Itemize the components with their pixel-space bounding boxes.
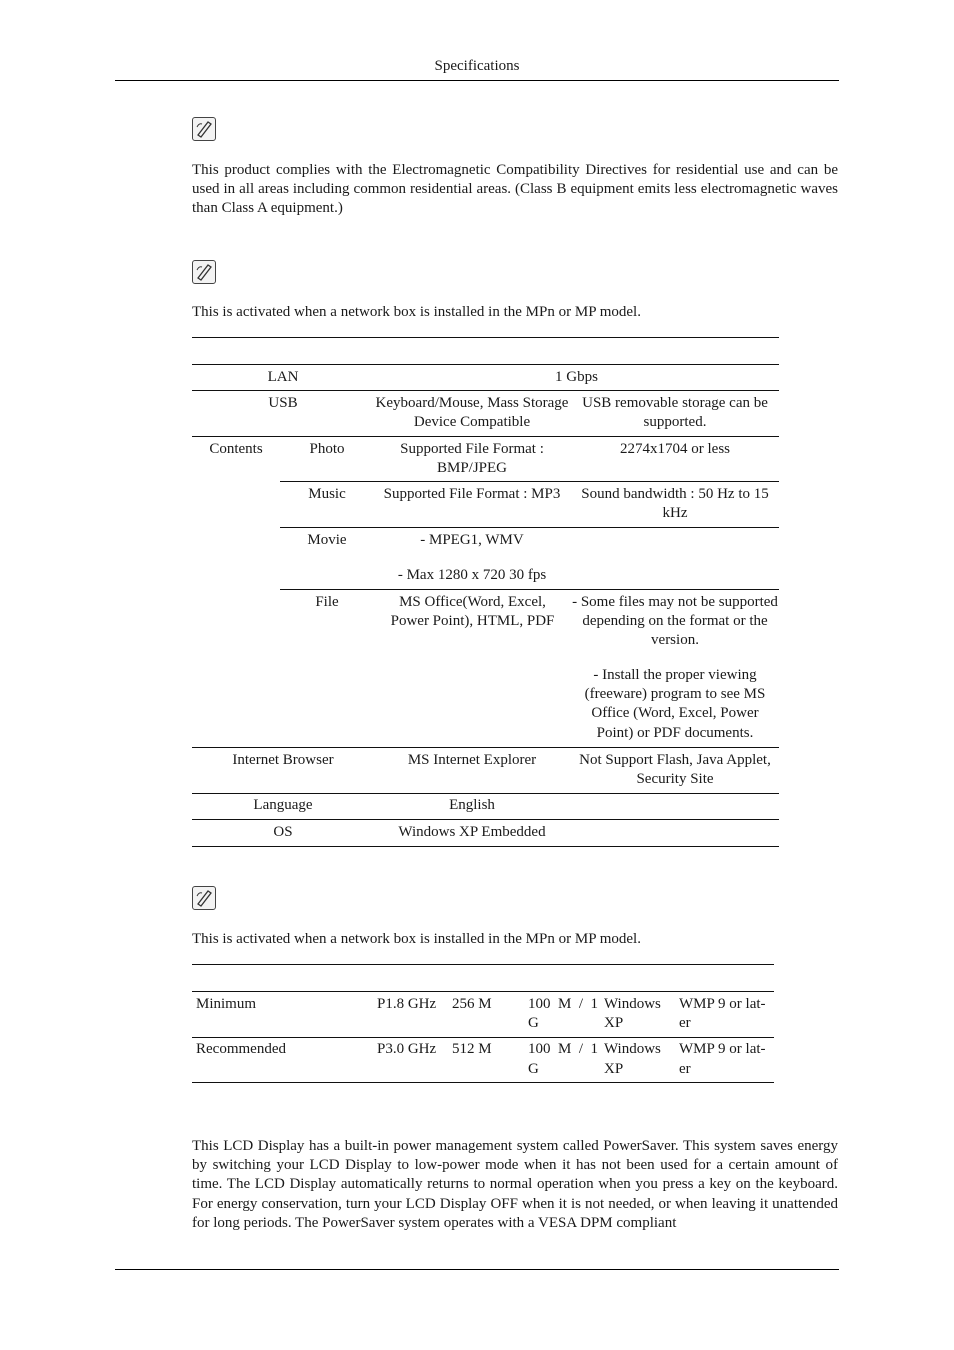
header-rule: [115, 80, 839, 81]
usb-note: USB removable storage can be supported.: [582, 395, 768, 431]
page-header-title: Specifications: [434, 58, 520, 74]
language-label: Language: [253, 797, 313, 813]
usb-value: Keyboard/Mouse, Mass Storage Device Compatible: [375, 395, 569, 431]
photo-label: Photo: [309, 441, 345, 457]
network-note-text: This is activated when a network box is installed in the MPn or MP model.: [192, 304, 641, 320]
language-value: English: [449, 797, 495, 813]
browser-value: MS Internet Explorer: [407, 752, 537, 768]
footer-rule: [115, 1269, 839, 1270]
file-note-viewer: - Install the proper viewing (freeware) program to see MS Office (Word, Excel, Power Point) or PDF documents.: [584, 667, 766, 741]
req-row-lan: 100 M / 1: [528, 1041, 598, 1057]
req-row-os-cont: XP: [604, 1061, 624, 1077]
browser-note: Not Support Flash, Java Applet, Security Site: [579, 752, 771, 788]
req-row-os: Windows: [604, 1041, 661, 1057]
req-row-cpu: P1.8 GHz: [377, 996, 437, 1012]
req-row-os-cont: XP: [604, 1015, 624, 1031]
req-row-ram: 512 M: [452, 1041, 492, 1057]
req-row-ram: 256 M: [452, 996, 492, 1012]
os-value: Windows XP Embedded: [398, 824, 546, 840]
music-note: Sound bandwidth : 50 Hz to 15 kHz: [581, 486, 769, 522]
note-icon: [192, 886, 216, 910]
req-row-wmp: WMP 9 or lat-: [679, 996, 766, 1012]
lan-label: LAN: [267, 369, 299, 385]
req-row-wmp-cont: er: [679, 1015, 691, 1031]
req-row-lan-cont: G: [528, 1061, 539, 1077]
req-row-os: Windows: [604, 996, 661, 1012]
file-label: File: [315, 594, 339, 610]
req-row-wmp: WMP 9 or lat-: [679, 1041, 766, 1057]
photo-note: 2274x1704 or less: [620, 441, 730, 457]
music-label: Music: [308, 486, 346, 502]
file-value: MS Office(Word, Excel, Power Point), HTML, PDF: [390, 594, 555, 630]
req-row-lan-cont: G: [528, 1015, 539, 1031]
photo-value: Supported File Format : BMP/JPEG: [400, 441, 544, 477]
movie-value-format: - MPEG1, WMV: [420, 532, 524, 548]
file-note-support: - Some files may not be supported depending on the format or the version.: [572, 594, 778, 649]
music-value: Supported File Format : MP3: [383, 486, 561, 502]
usb-label: USB: [268, 395, 298, 411]
browser-label: Internet Browser: [232, 752, 334, 768]
req-row-name: Minimum: [196, 996, 257, 1012]
note-icon: [192, 260, 216, 284]
req-row-wmp-cont: er: [679, 1061, 691, 1077]
note-icon: [192, 117, 216, 141]
network-note-text: This is activated when a network box is installed in the MPn or MP model.: [192, 931, 641, 947]
req-row-name: Recommended: [196, 1041, 286, 1057]
req-row-lan: 100 M / 1: [528, 996, 598, 1012]
powersaver-text: This LCD Display has a built-in power management system called PowerSaver. This system saves energy by switching your LCD Display to low-power mode when it has not been used for a certain amount of time. The LCD Display automatically returns to normal operation when you press a key on the keyboard. For energy conservation, turn your LCD Display OFF when it is not needed, or when leaving it unattended for long periods. The PowerSaver system operates with a VESA DPM compliant: [192, 1138, 838, 1231]
movie-value-resolution: - Max 1280 x 720 30 fps: [397, 567, 547, 583]
emc-note-text: This product complies with the Electromagnetic Compatibility Directives for residential use and can be used in all areas including common residential areas. (Class B equipment emits less electromagnetic waves than Class A equipment.): [192, 162, 838, 217]
movie-label: Movie: [307, 532, 347, 548]
lan-value: 1 Gbps: [555, 369, 598, 385]
req-row-cpu: P3.0 GHz: [377, 1041, 437, 1057]
os-label: OS: [273, 824, 293, 840]
contents-label: Contents: [209, 441, 263, 457]
